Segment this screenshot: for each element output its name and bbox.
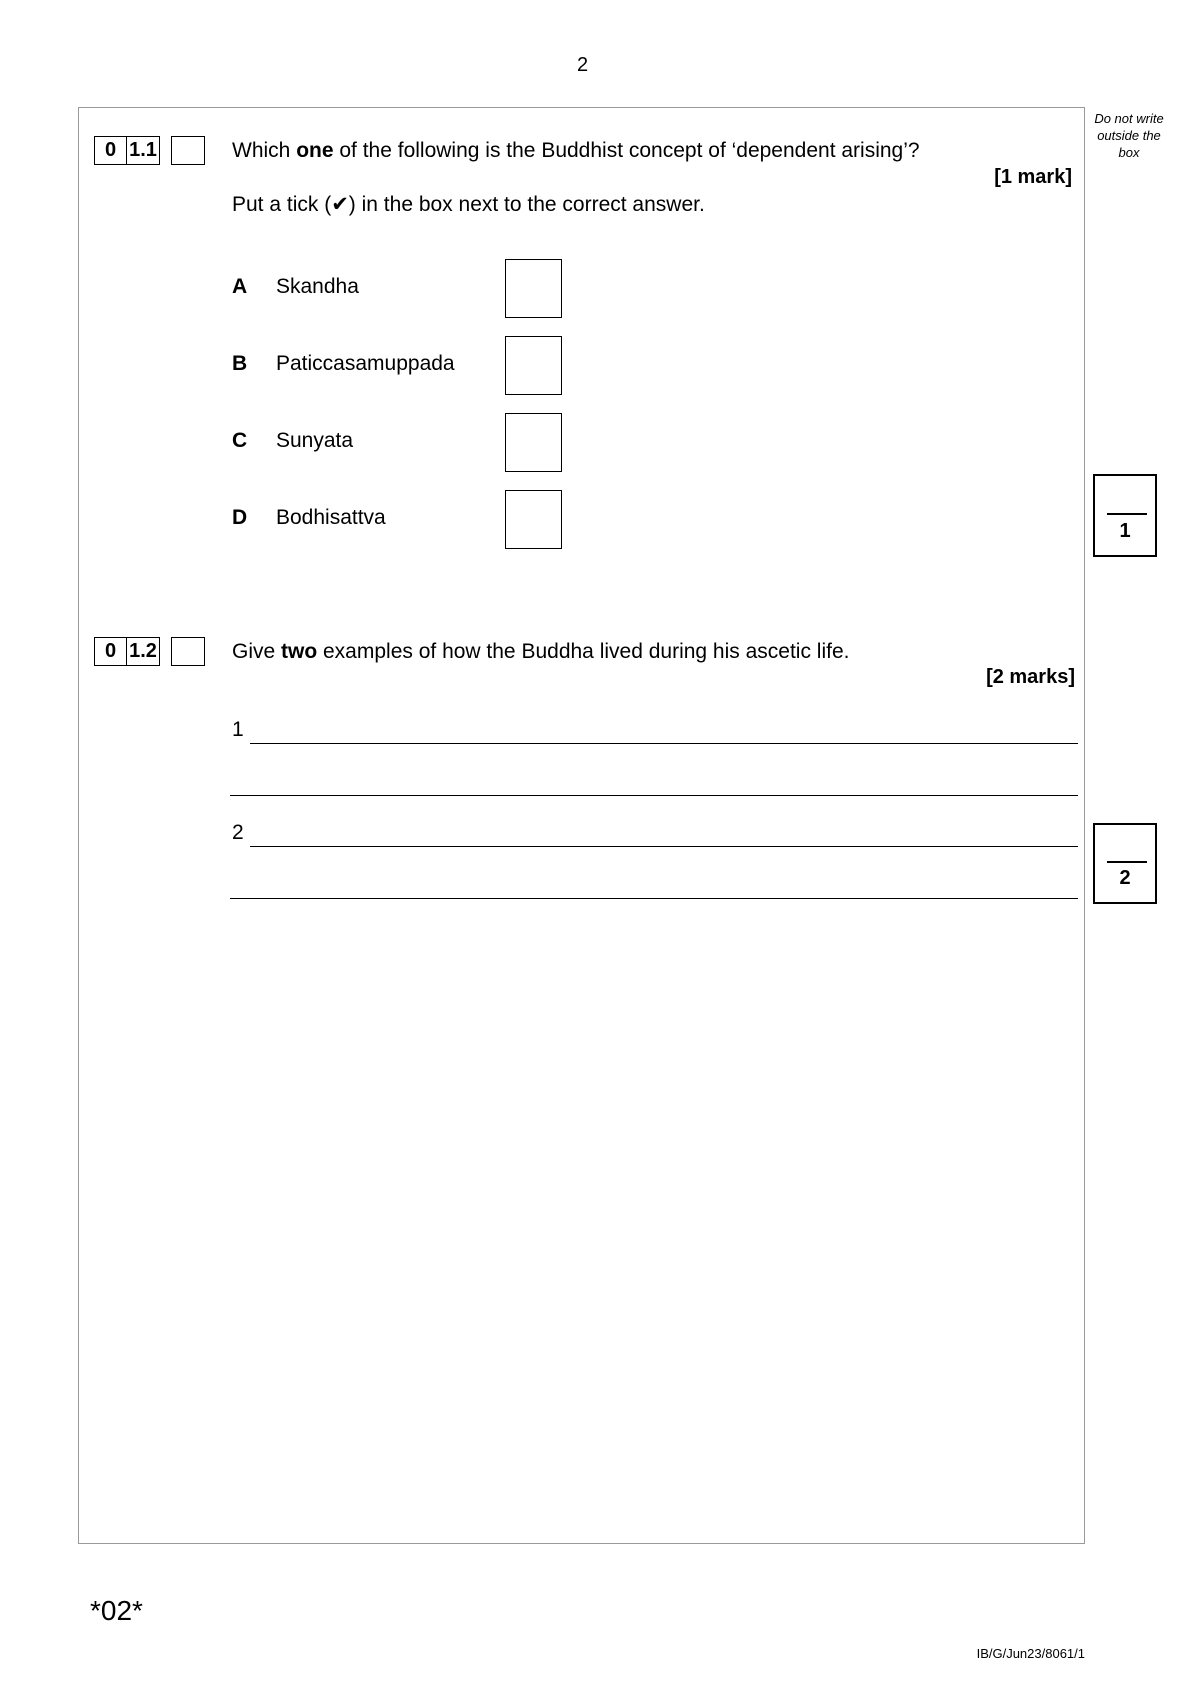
- answer-frame: [78, 107, 1085, 1544]
- mark-box-01-2: [1093, 823, 1157, 904]
- question-text-post: of the following is the Buddhist concept of ‘dependent arising’?: [333, 139, 920, 162]
- qnum-cell: 0: [94, 136, 127, 165]
- mark-box-total: 1: [1119, 520, 1131, 542]
- option-c-letter: C: [232, 429, 248, 452]
- question-text-01-2: [232, 639, 849, 665]
- option-d-tick-box[interactable]: [505, 490, 562, 549]
- answer-line-2a[interactable]: [250, 846, 1078, 847]
- option-a-label: Skandha: [276, 275, 359, 298]
- margin-note: Do not write outside the box: [1094, 111, 1164, 160]
- option-b-label: Paticcasamuppada: [276, 352, 455, 375]
- question-text-pre: Which: [232, 139, 297, 162]
- qnum-cell-blank: [171, 136, 205, 165]
- option-d-label: Bodhisattva: [276, 506, 386, 529]
- answer-number-1: 1: [232, 718, 244, 741]
- qnum-cell: 1.1: [126, 136, 160, 165]
- instruction-text: Put a tick (✔) in the box next to the correct answer.: [232, 193, 705, 216]
- answer-line-1a[interactable]: [250, 743, 1078, 744]
- question-number-01-1: [94, 136, 205, 165]
- answer-number-2: 2: [232, 821, 244, 844]
- question-text-emphasis: one: [296, 139, 334, 162]
- option-c-label: Sunyata: [276, 429, 354, 452]
- mark-box-total: 2: [1119, 867, 1131, 889]
- page-number: 2: [576, 54, 589, 76]
- option-a-letter: A: [232, 275, 248, 298]
- option-c-tick-box[interactable]: [505, 413, 562, 472]
- option-b-tick-box[interactable]: [505, 336, 562, 395]
- marks-label-01-1: [1 mark]: [994, 166, 1072, 188]
- mark-box-divider: [1107, 513, 1147, 515]
- question-text-01-1: [232, 138, 920, 164]
- option-d-letter: D: [232, 506, 248, 529]
- mark-box-divider: [1107, 861, 1147, 863]
- mark-box-01-1: [1093, 474, 1157, 557]
- qnum-cell-blank: [171, 637, 205, 666]
- paper-reference: IB/G/Jun23/8061/1: [976, 1646, 1085, 1661]
- answer-line-1b[interactable]: [230, 795, 1078, 796]
- option-b-letter: B: [232, 352, 248, 375]
- qnum-cell: 0: [94, 637, 127, 666]
- answer-line-2b[interactable]: [230, 898, 1078, 899]
- page-code: *02*: [90, 1595, 143, 1626]
- question-text-pre: Give: [232, 640, 282, 663]
- question-text-emphasis: two: [281, 640, 318, 663]
- marks-label-01-2: [2 marks]: [986, 666, 1075, 688]
- option-a-tick-box[interactable]: [505, 259, 562, 318]
- qnum-cell: 1.2: [126, 637, 160, 666]
- question-text-post: examples of how the Buddha lived during his ascetic life.: [317, 640, 850, 663]
- question-number-01-2: [94, 637, 205, 666]
